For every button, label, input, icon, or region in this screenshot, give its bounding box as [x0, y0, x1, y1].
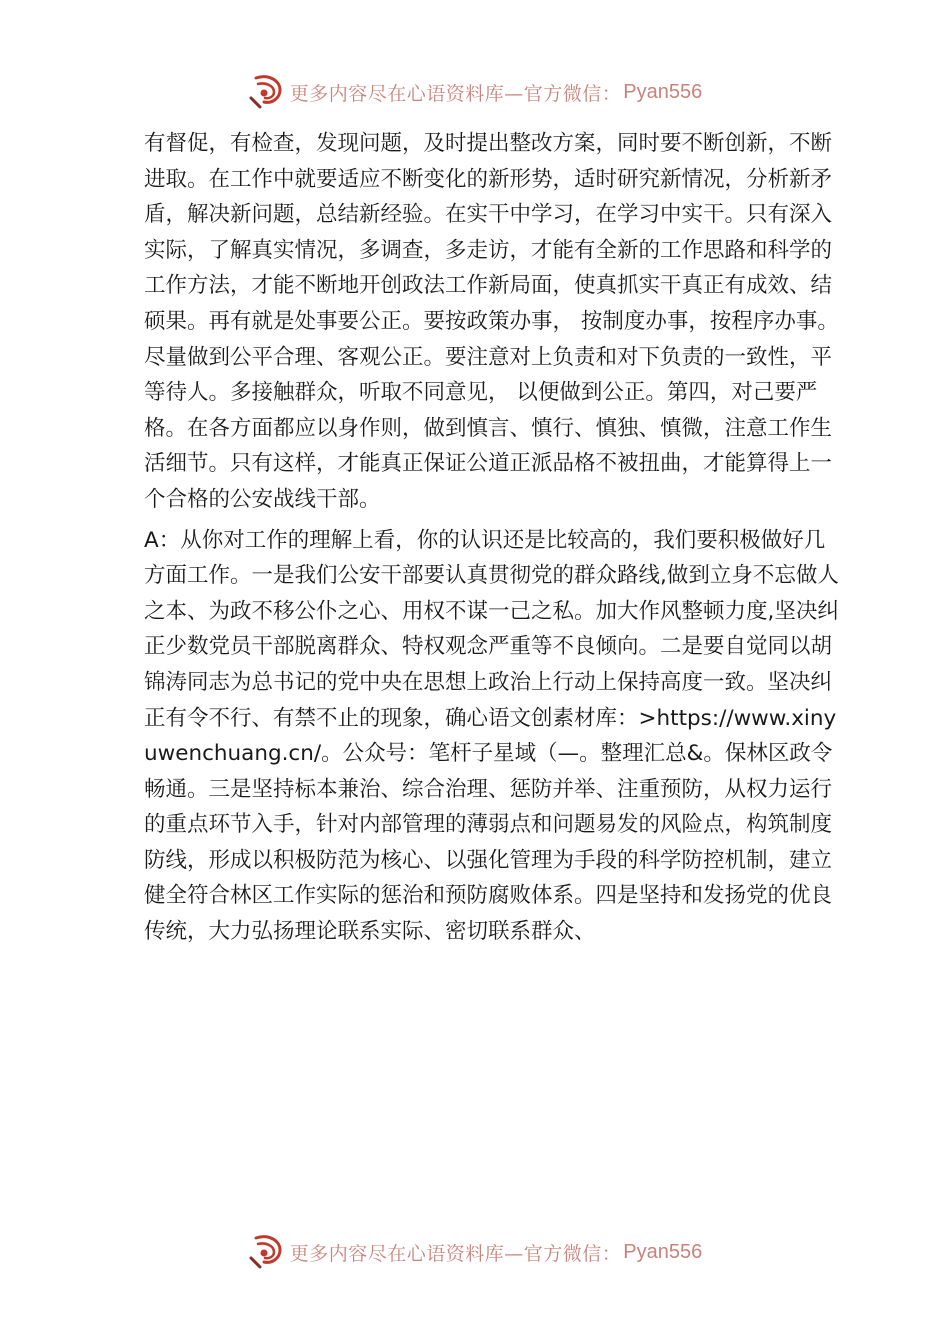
header-slogan: 更多内容尽在心语资料库—官方微信：	[289, 82, 622, 105]
footer-slogan: 更多内容尽在心语资料库—官方微信：	[289, 1242, 622, 1265]
footer-wechat-id: Pyan556	[623, 1240, 703, 1263]
paragraph-2: A：从你对工作的理解上看，你的认识还是比较高的，我们要积极做好几方面工作。一是我们公安干部要认真贯彻党的群众路线,做到立身不忘做人之本、为政不移公仆之心、用权不谋一己之私。加大作风整顿力度,坚决纠正少数党员干部脱离群众、特权观念严重等不良倾向。二是要自觉同以胡锦涛同志为总书记的党中央在思想上政治上行动上保持高度一致。坚决纠正有令不行、有禁不止的现象，确心语文创素材库：>https://www.xinyuwenchuang.cn/。公众号：笔杆子星域（—。整理汇总&。保林区政令畅通。三是坚持标本兼治、综合治理、惩防并举、注重预防，从权力运行的重点环节入手，针对内部管理的薄弱点和问题易发的风险点，构筑制度防线，形成以积极防范为核心、以强化管理为手段的科学防控机制，建立健全符合林区工作实际的惩治和预防腐败体系。四是坚持和发扬党的优良传统，大力弘扬理论联系实际、密切联系群众、	[144, 527, 839, 945]
document-body	[144, 126, 844, 950]
footer-banner	[0, 1232, 950, 1272]
sound-wave-logo-icon	[248, 74, 286, 110]
header-wechat-id: Pyan556	[623, 80, 703, 103]
header-banner	[0, 72, 950, 112]
sound-wave-logo-icon	[248, 1234, 286, 1270]
paragraph-1: 有督促，有检查，发现问题，及时提出整改方案，同时要不断创新，不断进取。在工作中就要适应不断变化的新形势，适时研究新情况，分析新矛盾，解决新问题，总结新经验。在实干中学习，在学习中实干。只有深入实际，了解真实情况，多调查，多走访，才能有全新的工作思路和科学的工作方法，才能不断地开创政法工作新局面，使真抓实干真正有成效、结硕果。再有就是处事要公正。要按政策办事， 按制度办事，按程序办事。尽量做到公平合理、客观公正。要注意对上负责和对下负责的一致性，平等待人。多接触群众，听取不同意见， 以便做到公正。第四，对己要严格。在各方面都应以身作则，做到慎言、慎行、慎独、慎微，注意工作生活细节。只有这样，才能真正保证公道正派品格不被扭曲，才能算得上一个合格的公安战线干部。	[144, 131, 839, 512]
